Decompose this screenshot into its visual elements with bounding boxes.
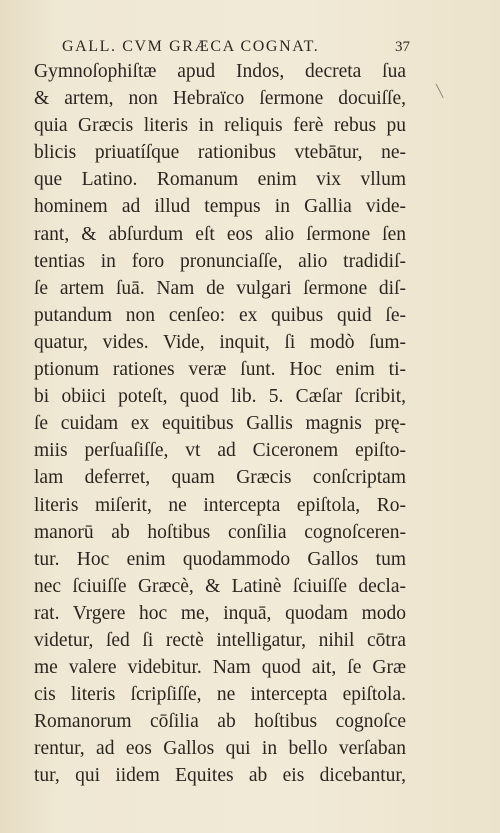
- text-line: Romanorum cōſilia ab hoſtibus cognoſce: [34, 711, 406, 733]
- text-line: rant, & abſurdum eſt eos alio ſermone ſen: [34, 223, 406, 245]
- text-line: Gymnoſophiſtæ apud Indos, decreta ſua: [34, 61, 406, 82]
- text-line: putandum non cenſeo: ex quibus quid ſe-: [34, 304, 406, 326]
- text-line: miis perſuaſiſſe, vt ad Ciceronem epiſto-: [34, 440, 406, 462]
- text-line: videtur, ſed ſi rectè intelligatur, nihil cōtra: [34, 629, 406, 651]
- text-line: lam deferret, quam Græcis conſcriptam: [34, 467, 406, 489]
- text-line: tentias in foro pronunciaſſe, alio tradidiſ-: [34, 250, 406, 272]
- running-header: [62, 38, 410, 56]
- text-line: tur. Hoc enim quodammodo Gallos tum: [34, 548, 406, 570]
- text-line: ptionum rationes veræ ſunt. Hoc enim ti-: [34, 359, 406, 381]
- running-title: GALL. CVM GRÆCA COGNAT.: [62, 38, 320, 55]
- text-line: ſe artem ſuā. Nam de vulgari ſermone diſ-: [34, 277, 406, 299]
- page-number: 37: [395, 39, 410, 55]
- margin-mark: ╲: [436, 84, 444, 98]
- text-line: tur, qui iidem Equites ab eis dicebantur,: [34, 765, 406, 787]
- text-line: nec ſciuiſſe Græcè, & Latinè ſciuiſſe decla-: [34, 575, 406, 597]
- text-line: rentur, ad eos Gallos qui in bello verſaban: [34, 738, 406, 760]
- text-line: literis miſerit, ne intercepta epiſtola, Ro-: [34, 494, 406, 516]
- text-line: bi obiici poteſt, quod lib. 5. Cæſar ſcribit,: [34, 386, 406, 408]
- text-line: quatur, vides. Vide, inquit, ſi modò ſum-: [34, 331, 406, 353]
- text-line: cis literis ſcripſiſſe, ne intercepta epiſtola.: [34, 684, 406, 706]
- text-line: me valere videbitur. Nam quod ait, ſe Græ: [34, 657, 406, 679]
- text-line: manorū ab hoſtibus conſilia cognoſceren-: [34, 521, 406, 543]
- text-line: hominem ad illud tempus in Gallia vide-: [34, 196, 406, 218]
- text-line: & artem, non Hebraïco ſermone docuiſſe,: [34, 88, 406, 110]
- text-line: blicis priuatíſque rationibus vtebātur, ne-: [34, 142, 406, 164]
- text-line: ſe cuidam ex equitibus Gallis magnis prę-: [34, 413, 406, 435]
- text-block: [34, 58, 406, 790]
- text-line: quia Græcis literis in reliquis ferè rebus pu: [34, 115, 406, 137]
- text-line: que Latino. Romanum enim vix vllum: [34, 169, 406, 191]
- text-line: rat. Vrgere hoc me, inquā, quodam modo: [34, 602, 406, 624]
